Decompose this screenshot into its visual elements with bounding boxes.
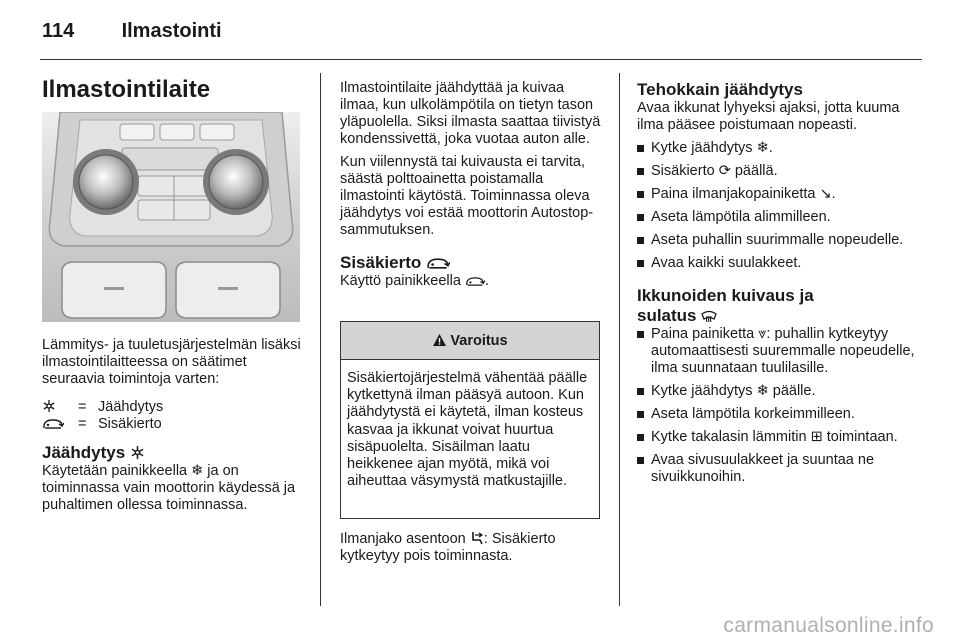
warning-header — [341, 322, 599, 360]
efficient-cooling-list — [637, 140, 915, 272]
list-item: Paina ilmanjakopainiketta ↘. — [637, 186, 915, 203]
page-number: 114 — [42, 20, 75, 42]
cooling-text: Käytetään painikkeella ❄ ja on toiminnassa vain moottorin käydessä ja puhaltimen ollessa toiminnassa. — [42, 463, 296, 513]
recirculation-text: Käyttö painikkeella . — [340, 273, 489, 289]
list-item: Aseta lämpötila alimmilleen. — [637, 209, 915, 226]
defog-list — [637, 326, 915, 486]
recirculation-icon — [426, 253, 450, 272]
legend-row-cooling: = Jäähdytys — [42, 399, 308, 416]
warning-title: Varoitus — [450, 332, 508, 349]
climate-control-photo — [42, 112, 300, 322]
legend-label-cooling: Jäähdytys — [98, 399, 164, 415]
snowflake-icon — [42, 399, 78, 416]
recirculation-icon — [465, 273, 485, 289]
list-item: Avaa kaikki suulakkeet. — [637, 255, 915, 272]
list-item: Kytke jäähdytys ❄. — [637, 140, 915, 157]
column-divider-1 — [320, 73, 321, 606]
warning-box — [340, 321, 600, 519]
recirculation-icon — [42, 416, 78, 433]
defog-heading: Ikkunoiden kuivaus ja sulatus — [637, 286, 814, 325]
header-divider — [40, 59, 922, 60]
list-item: Sisäkierto ⟳ päällä. — [637, 163, 915, 180]
list-item: Aseta lämpötila korkeimmilleen. — [637, 406, 915, 423]
list-item: Paina painiketta ⩔: puhallin kytkeytyy automaattisesti suuremmalle nopeudelle, ilma suunnataan tuulilasille. — [637, 326, 915, 377]
page-header — [42, 20, 222, 43]
warning-icon — [432, 333, 447, 349]
snowflake-icon — [130, 443, 145, 462]
list-item: Kytke takalasin lämmitin ⊞ toimintaan. — [637, 429, 915, 446]
column-3-text — [637, 80, 915, 486]
cooling-heading: Jäähdytys — [42, 443, 308, 463]
watermark: carmanualsonline.info — [723, 614, 934, 637]
legend-label-recirculation: Sisäkierto — [98, 416, 162, 432]
warning-text: Sisäkiertojärjestelmä vähentää päälle kytkettynä ilman pääsyä autoon. Kun jäähdytystä ei käytetä, ilman kosteus kasvaa ja ikkunat voivat huurtua sisäpuolelta. Sisäilman laatu heikkenee ajan myötä, mikä voi aiheuttaa väsymystä matkustajille. — [347, 370, 588, 490]
air-distribution-footwell-icon — [470, 531, 484, 547]
list-item: Kytke jäähdytys ❄ päälle. — [637, 383, 915, 400]
ac-paragraph-2: Kun viilennystä tai kuivausta ei tarvita, säästä polttoainetta poistamalla ilmastointi käytöstä. Toiminnassa oleva jäähdytys voi estää moottorin Autostop-sammutuksen. — [340, 154, 594, 238]
page-title: Ilmastointilaite — [42, 76, 211, 103]
air-distribution-note: Ilmanjako asentoon : Sisäkierto kytkeytyy pois toiminnasta. — [340, 531, 556, 564]
legend-row-recirculation: = Sisäkierto — [42, 416, 308, 433]
section-title: Ilmastointi — [121, 20, 222, 42]
list-item: Aseta puhallin suurimmalle nopeudelle. — [637, 232, 915, 249]
column-2-text — [340, 80, 602, 290]
column-divider-2 — [619, 73, 620, 606]
recirculation-heading: Sisäkierto — [340, 253, 602, 273]
efficient-cooling-heading: Tehokkain jäähdytys — [637, 80, 803, 99]
list-item: Avaa sivusuulakkeet ja suuntaa ne sivuikkunoihin. — [637, 452, 915, 486]
windscreen-defrost-icon — [701, 306, 717, 325]
column-1-text — [42, 337, 308, 514]
intro-paragraph: Lämmitys- ja tuuletusjärjestelmän lisäksi ilmastointilaitteessa on säätimet seuraavia toimintoja varten: — [42, 337, 301, 387]
ac-paragraph-1: Ilmastointilaite jäähdyttää ja kuivaa ilmaa, kun ulkolämpötila on tietyn tason yläpuolella. Siksi ilmasta saattaa tiivistyä kondenssivettä, joka vuotaa auton alle. — [340, 80, 601, 147]
efficient-cooling-intro: Avaa ikkunat lyhyeksi ajaksi, jotta kuuma ilma pääsee poistumaan nopeasti. — [637, 100, 900, 133]
